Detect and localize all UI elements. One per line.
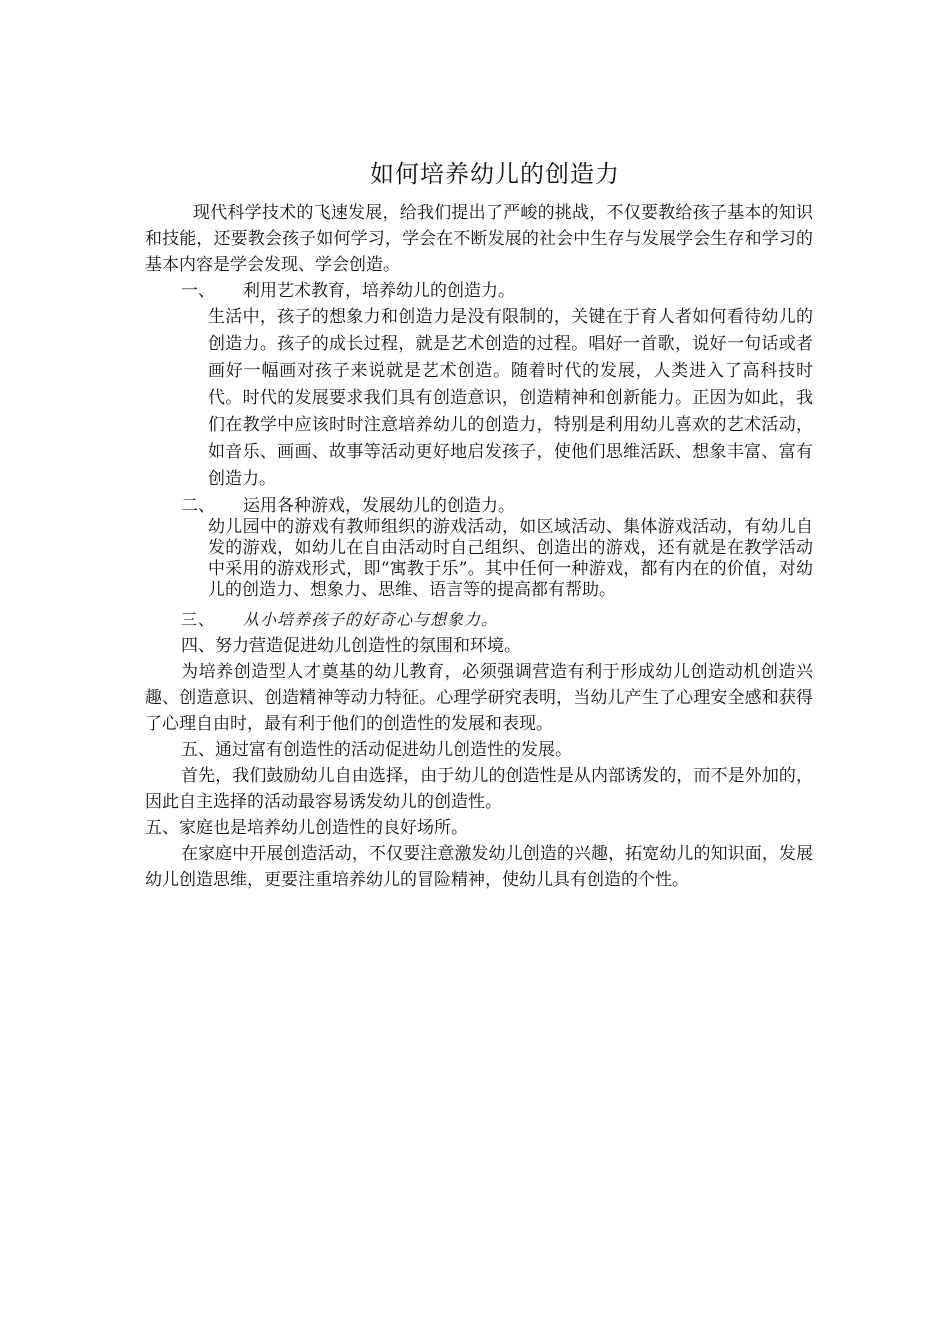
section-heading-5: 五、通过富有创造性的活动促进幼儿创造性的发展。 [181, 740, 572, 760]
section-5-body: 首先，我们鼓励幼儿自由选择，由于幼儿的创造性是从内部诱发的，而不是外加的，因此自主选择的活动最容易诱发幼儿的创造性。 [145, 766, 813, 812]
section-1-body: 生活中，孩子的想象力和创造力是没有限制的，关键在于育人者如何看待幼儿的创造力。孩子的成长过程，就是艺术创造的过程。唱好一首歌，说好一句话或者画好一幅画对孩子来说就是艺术创造。随着时代的发展，人类进入了高科技时代。时代的发展要求我们具有创造意识，创造精神和创新能力。正因为如此，我们在教学中应该时时注意培养幼儿的创造力，特别是利用幼儿喜欢的艺术活动，如音乐、画画、故事等活动更好地启发孩子，使他们思维活跃、想象丰富、富有创造力。 [208, 307, 813, 489]
section-6-body: 在家庭中开展创造活动，不仅要注意激发幼儿创造的兴趣，拓宽幼儿的知识面，发展幼儿创造思维，更要注重培养幼儿的冒险精神，使幼儿具有创造的个性。 [145, 844, 813, 890]
intro-paragraph: 现代科学技术的飞速发展，给我们提出了严峻的挑战，不仅要教给孩子基本的知识和技能，还要教会孩子如何学习，学会在不断发展的社会中生存与发展学会生存和学习的基本内容是学会发现、学会创造。 [145, 203, 813, 275]
section-heading-text: 运用各种游戏，发展幼儿的创造力。 [243, 496, 515, 516]
section-number: 二、 [181, 496, 215, 516]
section-heading-1 [145, 278, 813, 304]
document-title: 如何培养幼儿的创造力 [370, 160, 620, 188]
section-heading-6: 五、家庭也是培养幼儿创造性的良好场所。 [145, 818, 468, 838]
document-body [145, 200, 813, 893]
section-heading-text: 从小培养孩子的好奇心与想象力。 [243, 610, 499, 629]
section-2-body: 幼儿园中的游戏有教师组织的游戏活动，如区域活动、集体游戏活动，有幼儿自发的游戏，如幼儿在自由活动时自己组织、创造出的游戏，还有就是在教学活动中采用的游戏形式，即“寓教于乐”。其中任何一种游戏，都有内在的价值，对幼儿的创造力、想象力、思维、语言等的提高都有帮助。 [208, 517, 813, 600]
section-heading-3 [145, 607, 813, 633]
section-4-body: 为培养创造型人才奠基的幼儿教育，必须强调营造有利于形成幼儿创造动机创造兴趣、创造意识、创造精神等动力特征。心理学研究表明，当幼儿产生了心理安全感和获得了心理自由时，最有利于他们的创造性的发展和表现。 [145, 662, 813, 734]
section-heading-4: 四、努力营造促进幼儿创造性的氛围和环境。 [181, 636, 521, 656]
section-number: 三、 [181, 610, 216, 629]
section-number: 一、 [181, 281, 215, 301]
section-heading-2 [145, 493, 813, 519]
section-heading-text: 利用艺术教育，培养幼儿的创造力。 [243, 281, 515, 301]
